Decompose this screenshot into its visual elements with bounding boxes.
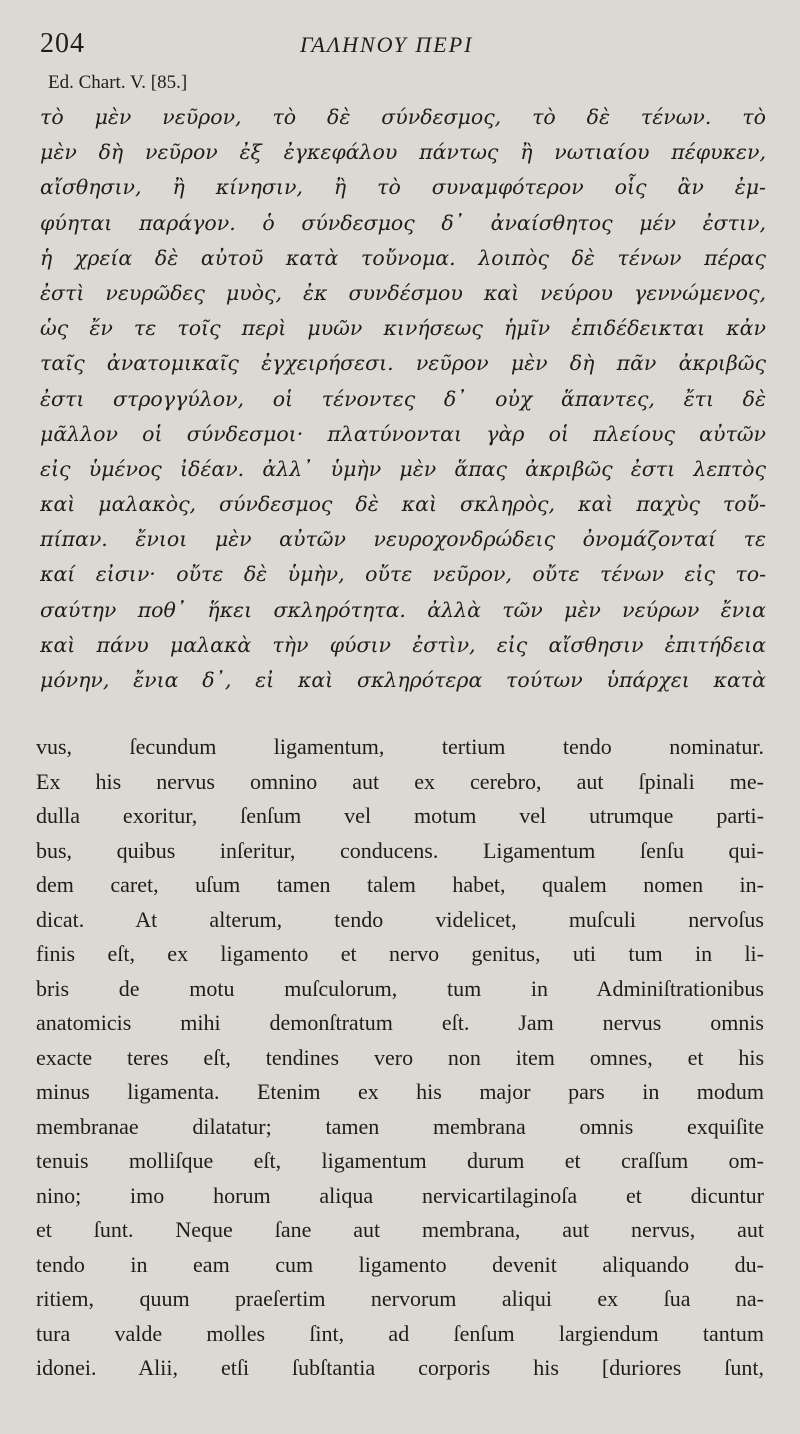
greek-text-line: μᾶλλον οἱ σύνδεσμοι· πλατύνονται γὰρ οἱ πλείους αὐτῶν <box>40 421 766 446</box>
greek-text-line: αἴσθησιν, ἢ κίνησιν, ἢ τὸ συναμφότερον οἷς ἂν ἐμ- <box>40 175 766 200</box>
latin-text-line: tendo in eam cum ligamento devenit aliquando du- <box>36 1251 764 1277</box>
running-head <box>0 22 800 62</box>
greek-text-line: ἐστὶ νευρῶδες μυὸς, ἐκ συνδέσμου καὶ νεύρου γεννώμενος, <box>40 280 766 305</box>
latin-text-line: dicat. At alterum, tendo videlicet, muſculi nervoſus <box>36 906 764 932</box>
latin-text-line: bris de motu muſculorum, tum in Adminiſtrationibus <box>36 975 764 1001</box>
greek-text-line: καὶ πάνυ μαλακὰ τὴν φύσιν ἐστὶν, εἰς αἴσθησιν ἐπιτήδεια <box>40 632 766 657</box>
edition-reference: Ed. Chart. V. [85.] <box>48 72 188 93</box>
latin-text-line: idonei. Alii, etſi ſubſtantia corporis his [duriores ſunt, <box>36 1355 764 1380</box>
greek-text-line: τὸ μὲν νεῦρον, τὸ δὲ σύνδεσμος, τὸ δὲ τένων. τὸ <box>40 105 766 129</box>
greek-text-block <box>40 100 766 698</box>
latin-text-line: dulla exoritur, ſenſum vel motum vel utrumque parti- <box>36 803 764 828</box>
latin-text-line: et ſunt. Neque ſane aut membrana, aut nervus, aut <box>36 1217 764 1242</box>
latin-text-line: Ex his nervus omnino aut ex cerebro, aut ſpinali me- <box>36 768 764 794</box>
latin-text-line: anatomicis mihi demonſtratum eſt. Jam nervus omnis <box>36 1010 764 1035</box>
latin-text-line: tenuis molliſque eſt, ligamentum durum et craſſum om- <box>36 1148 764 1173</box>
latin-text-line: ritiem, quum praeſertim nervorum aliqui ex ſua na- <box>36 1286 764 1311</box>
latin-text-line: minus ligamenta. Etenim ex his major pars in modum <box>36 1079 764 1104</box>
greek-text-line: ταῖς ἀνατομικαῖς ἐγχειρήσεσι. νεῦρον μὲν δὴ πᾶν ἀκριβῶς <box>40 351 766 376</box>
greek-text-line: πίπαν. ἔνιοι μὲν αὐτῶν νευροχονδρώδεις ὀνομάζονταί τε <box>40 527 766 552</box>
latin-text-line: nino; imo horum aliqua nervicartilaginoſa et dicuntur <box>36 1182 764 1208</box>
greek-text-line: φύηται παράγον. ὁ σύνδεσμος δ᾽ ἀναίσθητος μέν ἐστιν, <box>40 210 766 235</box>
greek-text-line: καί εἰσιν· οὔτε δὲ ὑμὴν, οὔτε νεῦρον, οὔτε τένων εἰς το- <box>40 562 766 587</box>
latin-text-line: membranae dilatatur; tamen membrana omnis exquiſite <box>36 1113 764 1139</box>
greek-text-line: μὲν δὴ νεῦρον ἐξ ἐγκεφάλου πάντως ἢ νωτιαίου πέφυκεν, <box>40 140 766 165</box>
running-title: ΓΑΛΗΝΟΥ ΠΕΡΙ <box>300 32 474 57</box>
greek-text-line: σαύτην ποθ᾽ ἥκει σκληρότητα. ἀλλὰ τῶν μὲν νεύρων ἔνια <box>40 597 766 622</box>
latin-text-line: finis eſt, ex ligamento et nervo genitus, uti tum in li- <box>36 941 764 966</box>
greek-text-line: ἐστι στρογγύλον, οἱ τένοντες δ᾽ οὐχ ἅπαντες, ἔτι δὲ <box>40 386 766 411</box>
latin-text-block <box>36 730 764 1386</box>
greek-text-line: μόνην, ἔνια δ᾽, εἰ καὶ σκληρότερα τούτων ὑπάρχει κατὰ <box>40 668 766 692</box>
page-number: 204 <box>40 28 85 59</box>
greek-text-line: εἰς ὑμένος ἰδέαν. ἀλλ᾽ ὑμὴν μὲν ἅπας ἀκριβῶς ἐστι λεπτὸς <box>40 456 766 481</box>
greek-text-line: ὡς ἔν τε τοῖς περὶ μυῶν κινήσεως ἡμῖν ἐπιδέδεικται κἀν <box>40 316 766 341</box>
latin-text-line: bus, quibus inſeritur, conducens. Ligamentum ſenſu qui- <box>36 837 764 863</box>
greek-text-line: ἡ χρεία δὲ αὐτοῦ κατὰ τοὔνομα. λοιπὸς δὲ τένων πέρας <box>40 245 766 270</box>
latin-text-line: vus, ſecundum ligamentum, tertium tendo nominatur. <box>36 734 764 759</box>
latin-text-line: exacte teres eſt, tendines vero non item omnes, et his <box>36 1044 764 1070</box>
greek-text-line: καὶ μαλακὸς, σύνδεσμος δὲ καὶ σκληρὸς, καὶ παχὺς τοὔ- <box>40 492 766 517</box>
latin-text-line: dem caret, uſum tamen talem habet, qualem nomen in- <box>36 872 764 897</box>
latin-text-line: tura valde molles ſint, ad ſenſum largiendum tantum <box>36 1320 764 1346</box>
